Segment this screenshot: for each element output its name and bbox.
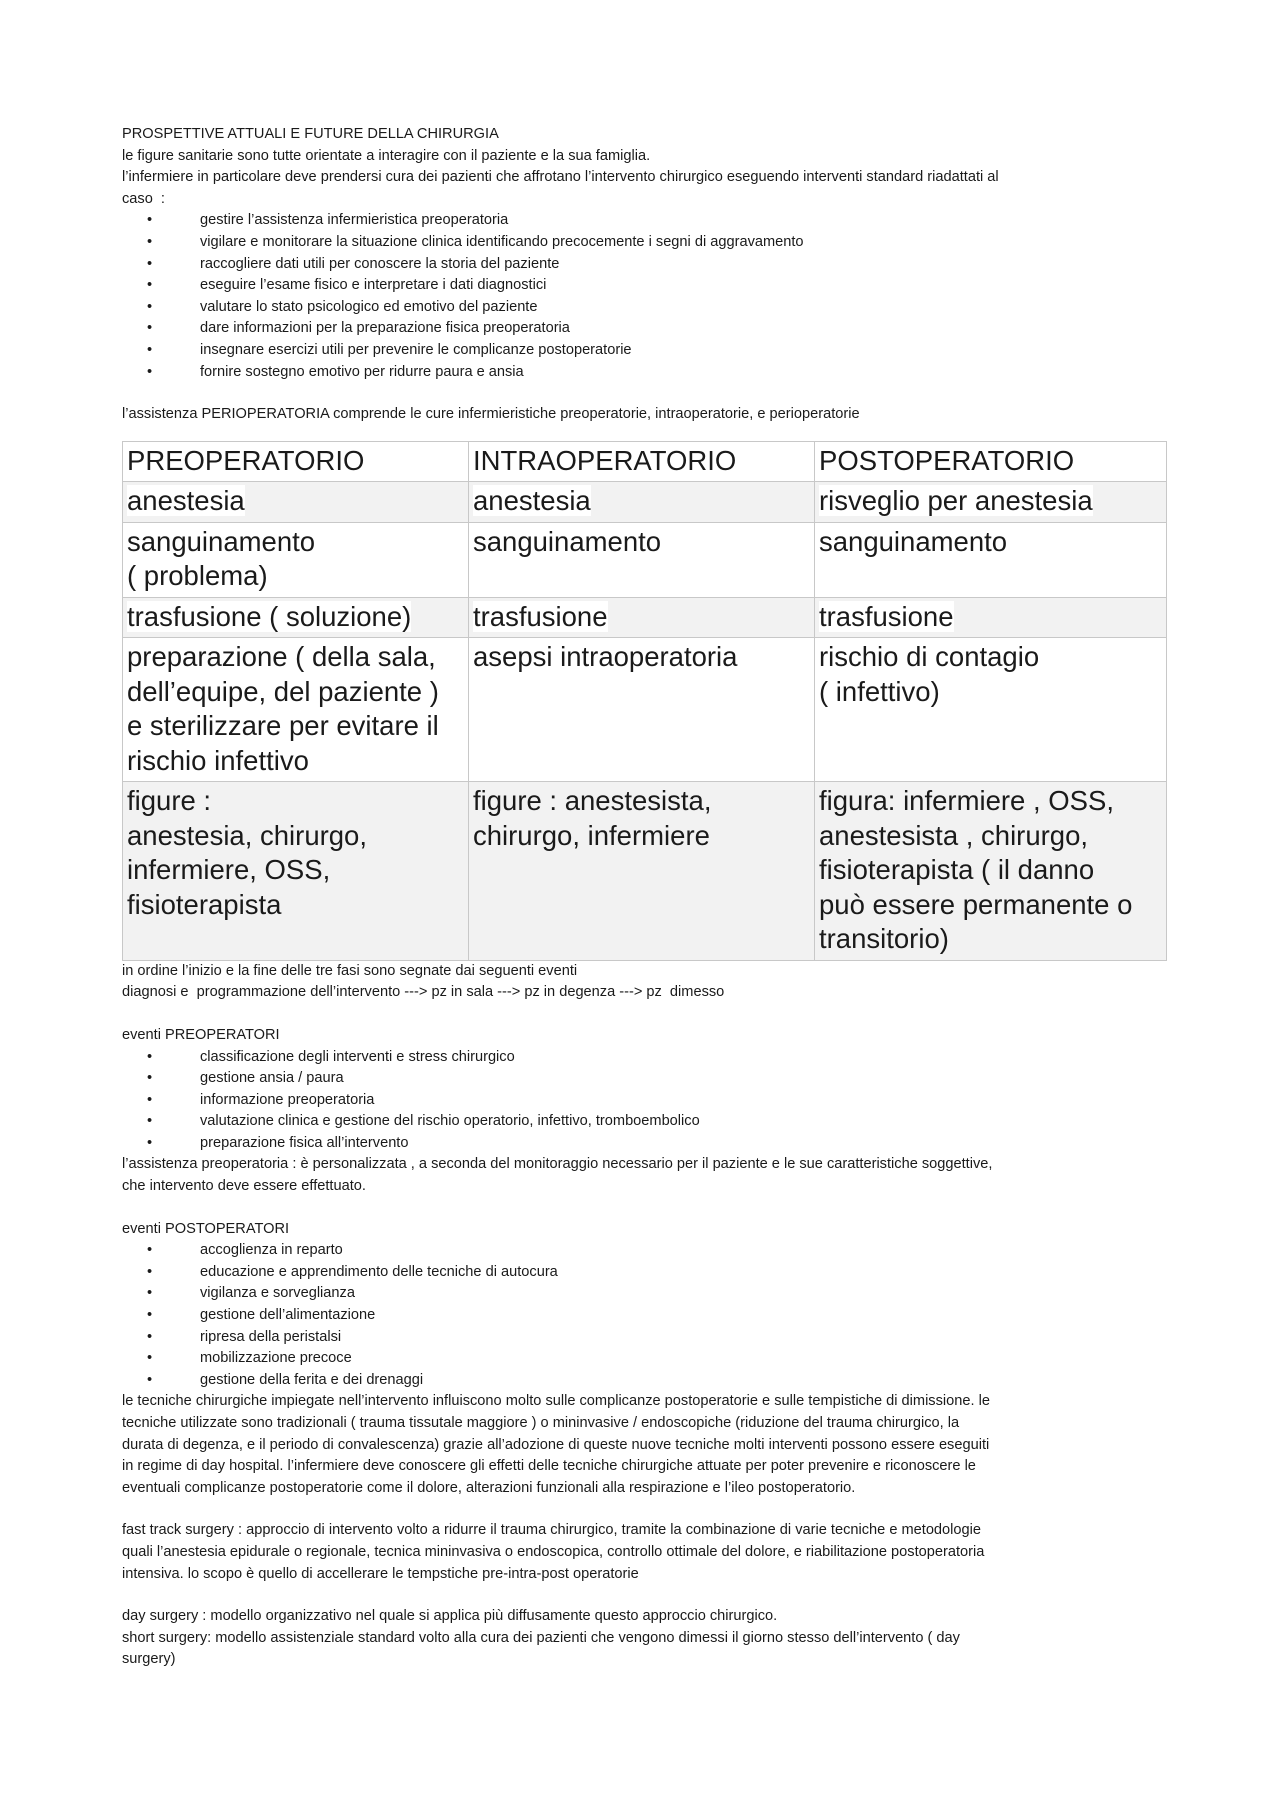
spacer [122,1585,1166,1606]
bullet-icon: • [147,212,153,229]
paragraph-line: durata di degenza, e il periodo di convalescenza) grazie all’adozione di queste nuove tecniche molti interventi possono essere eseguiti [122,1436,990,1453]
list-item: • valutazione clinica e gestione del rischio operatorio, infettivo, tromboembolico [122,1111,1166,1133]
bullet-icon: • [147,1048,153,1065]
bullet-icon: • [147,320,153,337]
list-item: • preparazione fisica all’intervento [122,1133,1166,1155]
bullet-icon: • [147,1242,153,1259]
table-cell: anestesia [469,482,815,523]
intro-line: le figure sanitarie sono tutte orientate a interagire con il paziente e la sua famiglia. [122,147,651,164]
paragraph-line: in regime di day hospital. l’infermiere deve conoscere gli effetti delle tecniche chirurgiche attuate per poter prevenire e riconoscere le [122,1458,976,1475]
list-item: • gestione della ferita e dei drenaggi [122,1370,1166,1392]
table-cell: trasfusione [815,597,1167,638]
bullet-icon: • [147,1091,153,1108]
list-item: • vigilanza e sorveglianza [122,1283,1166,1305]
paragraph-line: che intervento deve essere effettuato. [122,1178,366,1195]
bullet-icon: • [147,1307,153,1324]
bullet-icon: • [147,1070,153,1087]
bullet-icon: • [147,1134,153,1151]
list-item: • mobilizzazione precoce [122,1348,1166,1370]
bullet-icon: • [147,341,153,358]
table-row [123,597,1167,638]
table-header-cell: INTRAOPERATORIO [469,441,815,482]
table-cell: trasfusione ( soluzione) [123,597,469,638]
section-heading: eventi POSTOPERATORI [122,1220,290,1237]
list-item: • gestire l’assistenza infermieristica preoperatoria [122,210,1166,232]
table-cell: risveglio per anestesia [815,482,1167,523]
table-header-cell: PREOPERATORIO [123,441,469,482]
table-cell: figure : anestesia, chirurgo, infermiere, OSS, fisioterapista [123,782,469,961]
bullet-icon: • [147,1263,153,1280]
bullet-icon: • [147,1350,153,1367]
bullet-icon: • [147,363,153,380]
post-events-list [122,1240,1166,1391]
bullet-icon: • [147,255,153,272]
paragraph-line: tecniche utilizzate sono tradizionali ( trauma tissutale maggiore ) o mininvasive / endoscopiche (riduzione del trauma chirurgico, la [122,1415,960,1431]
table-cell: preparazione ( della sala, dell’equipe, del paziente ) e sterilizzare per evitare il rischio infettivo [123,638,469,782]
document-page [122,124,1166,1671]
bullet-icon: • [147,1113,153,1130]
paragraph-line: l’assistenza preoperatoria : è personalizzata , a seconda del monitoraggio necessario per il paziente e le sue caratteristiche soggettive, [122,1156,993,1173]
paragraph-line: day surgery : modello organizzativo nel quale si applica più diffusamente questo approccio chirurgico. [122,1608,778,1625]
table-cell: asepsi intraoperatoria [469,638,815,782]
paragraph-line: short surgery: modello assistenziale standard volto alla cura dei pazienti che vengono dimessi il giorno stesso dell’intervento ( day [122,1629,960,1646]
list-item: • informazione preoperatoria [122,1090,1166,1112]
paragraph-line: quali l’anestesia epidurale o regionale, tecnica mininvasiva o endoscopica, controllo ottimale del dolore, e riabilitazione postoperatoria [122,1543,985,1560]
table-cell: sanguinamento [469,522,815,597]
table-row [123,522,1167,597]
spacer [122,1198,1166,1219]
intro-line: caso : [122,190,165,207]
table-header-row [123,441,1167,482]
spacer [122,1499,1166,1520]
bullet-icon: • [147,1371,153,1388]
list-item: • gestione dell’alimentazione [122,1305,1166,1327]
table-header-cell: POSTOPERATORIO [815,441,1167,482]
list-item: • classificazione degli interventi e stress chirurgico [122,1047,1166,1069]
intro-line: l’infermiere in particolare deve prendersi cura dei pazienti che affrotano l’intervento chirurgico eseguendo interventi standard riadattati al [122,169,999,186]
paragraph-line: intensiva. lo scopo è quello di accellerare le tempstiche pre-intra-post operatorie [122,1565,639,1582]
paragraph-line: le tecniche chirurgiche impiegate nell’intervento influiscono molto sulle complicanze postoperatorie e sulle tempistiche di dimissione. le [122,1393,990,1410]
list-item: • eseguire l’esame fisico e interpretare i dati diagnostici [122,275,1166,297]
list-item: • fornire sostegno emotivo per ridurre paura e ansia [122,362,1166,384]
spacer [122,1004,1166,1025]
bullet-icon: • [147,298,153,315]
phases-line: diagnosi e programmazione dell’intervento ---> pz in sala ---> pz in degenza ---> pz dimesso [122,984,725,1001]
perioperative-line: l’assistenza PERIOPERATORIA comprende le cure infermieristiche preoperatorie, intraoperatorie, e perioperatorie [122,406,860,423]
table-row [123,782,1167,961]
paragraph-line: surgery) [122,1651,176,1668]
table-cell: sanguinamento ( problema) [123,522,469,597]
table-cell: anestesia [123,482,469,523]
bullet-icon: • [147,277,153,294]
list-item: • insegnare esercizi utili per prevenire le complicanze postoperatorie [122,340,1166,362]
phases-line: in ordine l’inizio e la fine delle tre fasi sono segnate dai seguenti eventi [122,962,578,979]
list-item: • raccogliere dati utili per conoscere la storia del paziente [122,254,1166,276]
table-cell: trasfusione [469,597,815,638]
table-cell: figure : anestesista, chirurgo, infermiere [469,782,815,961]
section-heading: eventi PREOPERATORI [122,1026,280,1043]
paragraph-line: eventuali complicanze postoperatorie come il dolore, alterazioni funzionali alla respirazione e l’ileo postoperatorio. [122,1479,856,1496]
bullet-icon: • [147,233,153,250]
table-cell: figura: infermiere , OSS, anestesista , chirurgo, fisioterapista ( il danno può essere permanente o transitorio) [815,782,1167,961]
document-title: PROSPETTIVE ATTUALI E FUTURE DELLA CHIRURGIA [122,126,499,142]
list-item: • ripresa della peristalsi [122,1327,1166,1349]
list-item: • dare informazioni per la preparazione fisica preoperatoria [122,318,1166,340]
list-item: • gestione ansia / paura [122,1068,1166,1090]
table-row [123,482,1167,523]
list-item: • accoglienza in reparto [122,1240,1166,1262]
list-item: • valutare lo stato psicologico ed emotivo del paziente [122,297,1166,319]
list-item: • educazione e apprendimento delle tecniche di autocura [122,1262,1166,1284]
spacer [122,383,1166,404]
phases-table [122,441,1167,961]
bullet-icon: • [147,1285,153,1302]
table-row [123,638,1167,782]
table-cell: sanguinamento [815,522,1167,597]
pre-events-list [122,1047,1166,1155]
nurse-tasks-list [122,210,1166,383]
list-item: • vigilare e monitorare la situazione clinica identificando precocemente i segni di aggravamento [122,232,1166,254]
paragraph-line: fast track surgery : approccio di intervento volto a ridurre il trauma chirurgico, tramite la combinazione di varie tecniche e metodologie [122,1522,982,1539]
table-cell: rischio di contagio ( infettivo) [815,638,1167,782]
bullet-icon: • [147,1328,153,1345]
